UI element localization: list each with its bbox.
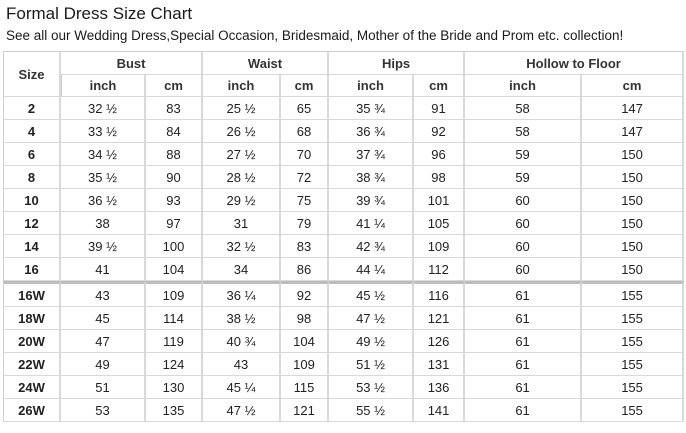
size-cell: 6 <box>3 143 61 166</box>
table-row <box>3 120 684 143</box>
size-cell: 12 <box>3 212 61 235</box>
table-row <box>3 258 684 281</box>
measurement-cell: 155 <box>582 330 684 353</box>
measurement-cell: 119 <box>146 330 203 353</box>
measurement-cell: 68 <box>281 120 329 143</box>
measurement-cell: 126 <box>414 330 465 353</box>
measurement-cell: 79 <box>281 212 329 235</box>
table-row <box>3 189 684 212</box>
measurement-cell: 26 ½ <box>203 120 281 143</box>
measurement-cell: 150 <box>582 166 684 189</box>
measurement-cell: 47 <box>61 330 146 353</box>
measurement-cell: 155 <box>582 307 684 330</box>
measurement-cell: 115 <box>281 376 329 399</box>
measurement-cell: 43 <box>203 353 281 376</box>
measurement-cell: 59 <box>465 166 582 189</box>
measurement-cell: 41 <box>61 258 146 281</box>
measurement-cell: 31 <box>203 212 281 235</box>
table-row <box>3 143 684 166</box>
measurement-cell: 155 <box>582 399 684 422</box>
measurement-cell: 47 ½ <box>329 307 414 330</box>
measurement-cell: 60 <box>465 212 582 235</box>
table-row <box>3 166 684 189</box>
measurement-cell: 65 <box>281 97 329 120</box>
table-row <box>3 281 684 307</box>
measurement-cell: 32 ½ <box>203 235 281 258</box>
measurement-cell: 59 <box>465 143 582 166</box>
measurement-cell: 41 ¼ <box>329 212 414 235</box>
measurement-cell: 121 <box>414 307 465 330</box>
size-chart-table <box>3 51 684 422</box>
measurement-cell: 150 <box>582 258 684 281</box>
measurement-cell: 97 <box>146 212 203 235</box>
size-cell: 18W <box>3 307 61 330</box>
measurement-cell: 150 <box>582 212 684 235</box>
table-row <box>3 353 684 376</box>
size-chart-body <box>3 97 684 422</box>
size-cell: 14 <box>3 235 61 258</box>
measurement-cell: 60 <box>465 189 582 212</box>
measurement-cell: 147 <box>582 120 684 143</box>
measurement-cell: 98 <box>414 166 465 189</box>
measurement-cell: 124 <box>146 353 203 376</box>
measurement-cell: 84 <box>146 120 203 143</box>
measurement-cell: 58 <box>465 97 582 120</box>
measurement-cell: 90 <box>146 166 203 189</box>
measurement-cell: 91 <box>414 97 465 120</box>
measurement-cell: 61 <box>465 376 582 399</box>
measurement-cell: 61 <box>465 281 582 307</box>
measurement-cell: 47 ½ <box>203 399 281 422</box>
measurement-cell: 92 <box>281 281 329 307</box>
measurement-cell: 100 <box>146 235 203 258</box>
measurement-cell: 92 <box>414 120 465 143</box>
measurement-cell: 70 <box>281 143 329 166</box>
table-row <box>3 376 684 399</box>
page-subtitle: See all our Wedding Dress,Special Occasion, Bridesmaid, Mother of the Bride and Prom etc. collection! <box>6 28 624 43</box>
measurement-cell: 155 <box>582 281 684 307</box>
measurement-cell: 51 ½ <box>329 353 414 376</box>
measurement-cell: 72 <box>281 166 329 189</box>
table-row <box>3 97 684 120</box>
measurement-cell: 104 <box>146 258 203 281</box>
measurement-cell: 83 <box>281 235 329 258</box>
table-row <box>3 399 684 422</box>
measurement-cell: 34 <box>203 258 281 281</box>
measurement-cell: 105 <box>414 212 465 235</box>
measurement-cell: 33 ½ <box>61 120 146 143</box>
size-cell: 10 <box>3 189 61 212</box>
measurement-cell: 150 <box>582 143 684 166</box>
measurement-cell: 45 ¼ <box>203 376 281 399</box>
size-cell: 2 <box>3 97 61 120</box>
measurement-cell: 155 <box>582 353 684 376</box>
size-header: Size <box>3 51 61 97</box>
measurement-cell: 109 <box>281 353 329 376</box>
measurement-cell: 131 <box>414 353 465 376</box>
measurement-cell: 53 <box>61 399 146 422</box>
measurement-cell: 38 ¾ <box>329 166 414 189</box>
measurement-cell: 61 <box>465 353 582 376</box>
measurement-cell: 37 ¾ <box>329 143 414 166</box>
measurement-cell: 60 <box>465 235 582 258</box>
measurement-cell: 121 <box>281 399 329 422</box>
measurement-cell: 39 ½ <box>61 235 146 258</box>
unit-header: cm <box>146 75 203 97</box>
size-cell: 24W <box>3 376 61 399</box>
measurement-cell: 109 <box>146 281 203 307</box>
measurement-cell: 49 <box>61 353 146 376</box>
measurement-cell: 49 ½ <box>329 330 414 353</box>
measurement-cell: 38 <box>61 212 146 235</box>
measurement-cell: 98 <box>281 307 329 330</box>
measurement-cell: 32 ½ <box>61 97 146 120</box>
measurement-cell: 130 <box>146 376 203 399</box>
size-cell: 8 <box>3 166 61 189</box>
measurement-cell: 36 ¼ <box>203 281 281 307</box>
measurement-cell: 114 <box>146 307 203 330</box>
measurement-cell: 25 ½ <box>203 97 281 120</box>
measurement-cell: 36 ½ <box>61 189 146 212</box>
measurement-cell: 155 <box>582 376 684 399</box>
measurement-cell: 28 ½ <box>203 166 281 189</box>
measurement-cell: 112 <box>414 258 465 281</box>
measurement-cell: 116 <box>414 281 465 307</box>
measurement-cell: 96 <box>414 143 465 166</box>
measurement-cell: 86 <box>281 258 329 281</box>
measurement-cell: 35 ¾ <box>329 97 414 120</box>
unit-header: cm <box>414 75 465 97</box>
measurement-cell: 35 ½ <box>61 166 146 189</box>
measurement-cell: 53 ½ <box>329 376 414 399</box>
measurement-cell: 109 <box>414 235 465 258</box>
table-row <box>3 307 684 330</box>
size-cell: 26W <box>3 399 61 422</box>
measurement-cell: 101 <box>414 189 465 212</box>
measurement-cell: 38 ½ <box>203 307 281 330</box>
unit-header: cm <box>582 75 684 97</box>
table-row <box>3 330 684 353</box>
measurement-cell: 43 <box>61 281 146 307</box>
waist-header: Waist <box>203 51 329 75</box>
measurement-cell: 60 <box>465 258 582 281</box>
size-cell: 16 <box>3 258 61 281</box>
measurement-cell: 36 ¾ <box>329 120 414 143</box>
measurement-cell: 150 <box>582 189 684 212</box>
table-row <box>3 212 684 235</box>
measurement-cell: 40 ¾ <box>203 330 281 353</box>
unit-header: cm <box>281 75 329 97</box>
measurement-cell: 136 <box>414 376 465 399</box>
measurement-cell: 45 ½ <box>329 281 414 307</box>
measurement-cell: 150 <box>582 235 684 258</box>
measurement-cell: 51 <box>61 376 146 399</box>
measurement-cell: 58 <box>465 120 582 143</box>
measurement-cell: 75 <box>281 189 329 212</box>
measurement-cell: 135 <box>146 399 203 422</box>
measurement-cell: 39 ¾ <box>329 189 414 212</box>
measurement-cell: 29 ½ <box>203 189 281 212</box>
hollow-to-floor-header: Hollow to Floor <box>465 51 684 75</box>
measurement-cell: 61 <box>465 307 582 330</box>
unit-header: inch <box>465 75 582 97</box>
unit-header: inch <box>329 75 414 97</box>
measurement-cell: 61 <box>465 399 582 422</box>
unit-header: inch <box>203 75 281 97</box>
size-cell: 4 <box>3 120 61 143</box>
measurement-cell: 141 <box>414 399 465 422</box>
bust-header: Bust <box>61 51 203 75</box>
measurement-cell: 45 <box>61 307 146 330</box>
measurement-cell: 93 <box>146 189 203 212</box>
measurement-cell: 61 <box>465 330 582 353</box>
measurement-cell: 147 <box>582 97 684 120</box>
measurement-cell: 44 ¼ <box>329 258 414 281</box>
measurement-cell: 104 <box>281 330 329 353</box>
measurement-cell: 42 ¾ <box>329 235 414 258</box>
measurement-cell: 83 <box>146 97 203 120</box>
measurement-cell: 88 <box>146 143 203 166</box>
hips-header: Hips <box>329 51 465 75</box>
size-cell: 22W <box>3 353 61 376</box>
measurement-cell: 34 ½ <box>61 143 146 166</box>
measurement-cell: 27 ½ <box>203 143 281 166</box>
table-row <box>3 235 684 258</box>
measurement-cell: 55 ½ <box>329 399 414 422</box>
size-cell: 16W <box>3 281 61 307</box>
page-title: Formal Dress Size Chart <box>6 4 193 23</box>
unit-header: inch <box>61 75 146 97</box>
size-cell: 20W <box>3 330 61 353</box>
